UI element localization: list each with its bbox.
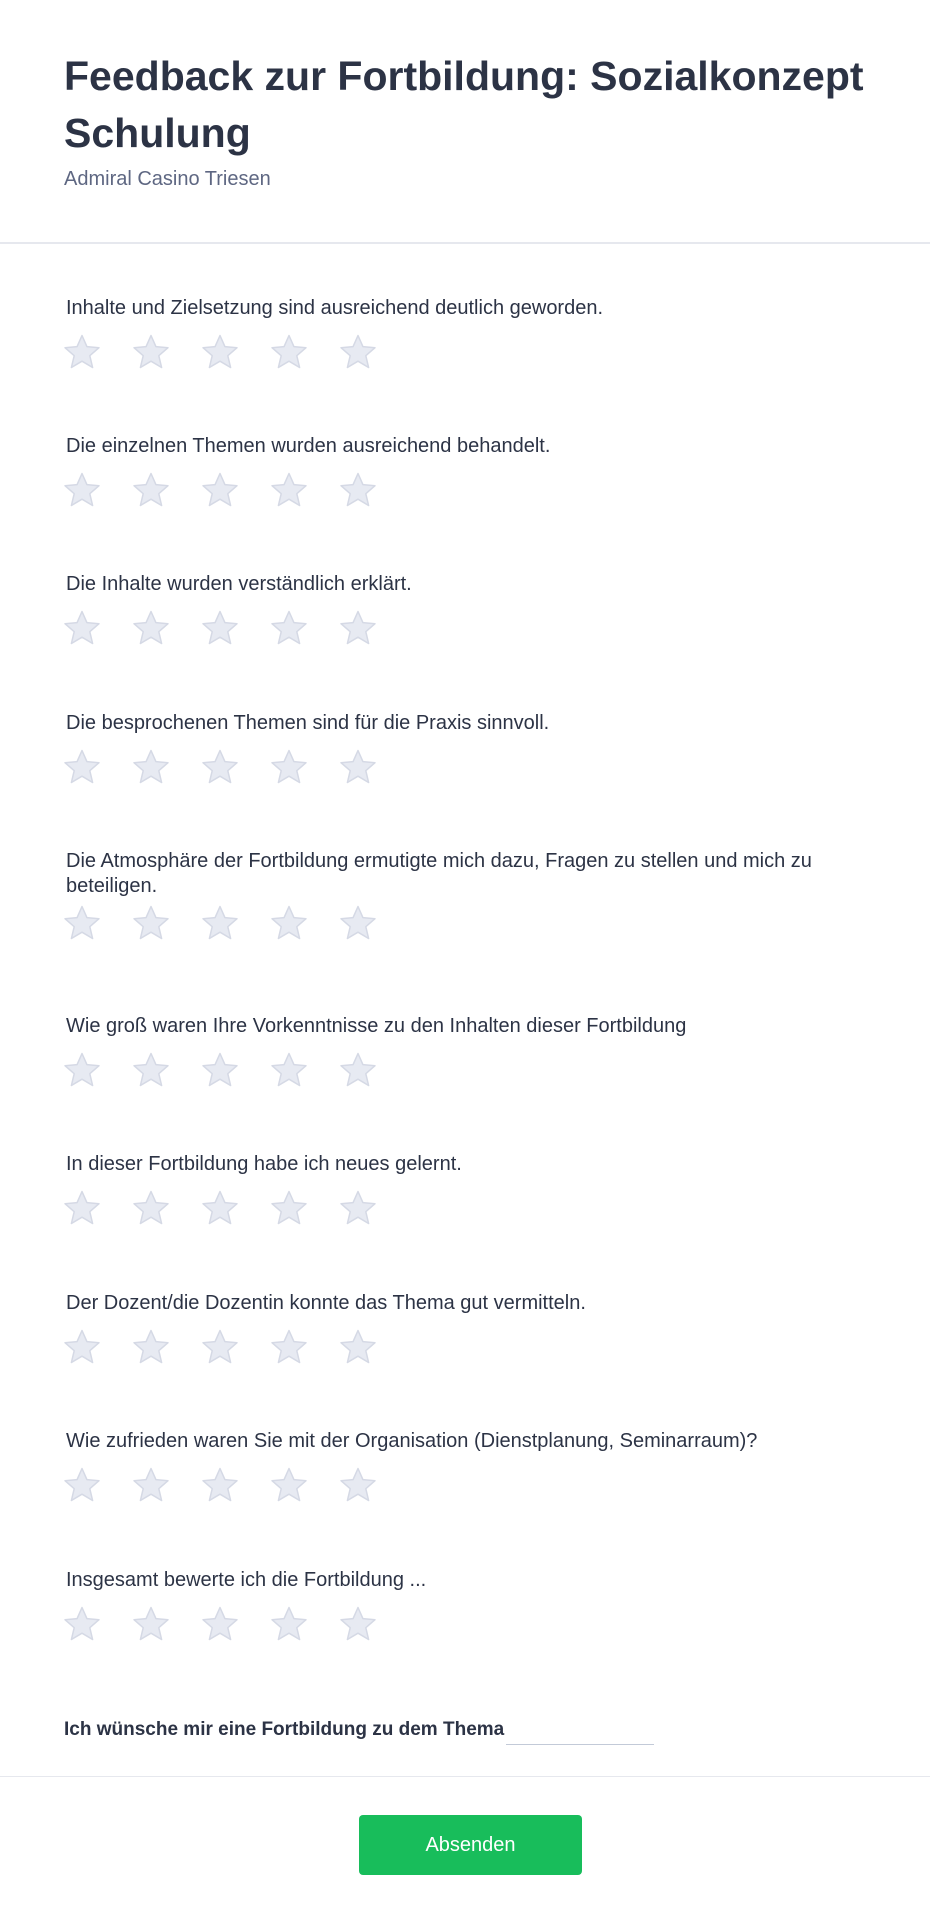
star-outline-icon[interactable] xyxy=(62,332,102,372)
star-rating xyxy=(62,1050,378,1090)
star-outline-icon[interactable] xyxy=(338,1050,378,1090)
star-outline-icon[interactable] xyxy=(131,332,171,372)
star-outline-icon[interactable] xyxy=(338,903,378,943)
star-outline-icon[interactable] xyxy=(269,1465,309,1505)
rating-question xyxy=(66,1429,876,1454)
rating-question xyxy=(66,296,876,321)
star-outline-icon[interactable] xyxy=(200,903,240,943)
star-outline-icon[interactable] xyxy=(131,747,171,787)
star-outline-icon[interactable] xyxy=(200,747,240,787)
star-rating xyxy=(62,1188,378,1228)
star-outline-icon[interactable] xyxy=(200,608,240,648)
submit-button[interactable]: Absenden xyxy=(359,1815,582,1875)
rating-question xyxy=(66,849,876,899)
rating-question xyxy=(66,1291,876,1316)
question-label: Die Inhalte wurden verständlich erklärt. xyxy=(66,573,412,595)
question-label: Die Atmosphäre der Fortbildung ermutigte mich dazu, Fragen zu stellen und mich zu beteiligen. xyxy=(66,850,812,897)
rating-question xyxy=(66,711,876,736)
star-outline-icon[interactable] xyxy=(131,1188,171,1228)
star-outline-icon[interactable] xyxy=(62,608,102,648)
star-outline-icon[interactable] xyxy=(62,747,102,787)
question-label: Der Dozent/die Dozentin konnte das Thema gut vermitteln. xyxy=(66,1292,586,1314)
question-label: Die besprochenen Themen sind für die Praxis sinnvoll. xyxy=(66,712,550,734)
star-outline-icon[interactable] xyxy=(269,1604,309,1644)
question-label: Inhalte und Zielsetzung sind ausreichend deutlich geworden. xyxy=(66,297,604,319)
star-outline-icon[interactable] xyxy=(200,1188,240,1228)
star-outline-icon[interactable] xyxy=(131,608,171,648)
star-outline-icon[interactable] xyxy=(269,332,309,372)
rating-question xyxy=(66,1152,876,1177)
star-outline-icon[interactable] xyxy=(338,332,378,372)
question-label: Die einzelnen Themen wurden ausreichend behandelt. xyxy=(66,435,551,457)
page-subtitle: Admiral Casino Triesen xyxy=(64,168,271,190)
page-title: Feedback zur Fortbildung: Sozialkonzept Schulung xyxy=(64,53,864,156)
star-outline-icon[interactable] xyxy=(338,1604,378,1644)
star-outline-icon[interactable] xyxy=(338,470,378,510)
star-outline-icon[interactable] xyxy=(62,1465,102,1505)
suggestion-label: Ich wünsche mir eine Fortbildung zu dem Thema xyxy=(64,1719,505,1740)
suggestion-input[interactable] xyxy=(506,1715,654,1745)
star-outline-icon[interactable] xyxy=(131,1050,171,1090)
star-outline-icon[interactable] xyxy=(269,1188,309,1228)
form-header xyxy=(0,0,930,244)
star-outline-icon[interactable] xyxy=(62,1050,102,1090)
star-outline-icon[interactable] xyxy=(62,1188,102,1228)
rating-question xyxy=(66,572,876,597)
question-label: Wie groß waren Ihre Vorkenntnisse zu den Inhalten dieser Fortbildung xyxy=(66,1015,687,1037)
star-outline-icon[interactable] xyxy=(200,1050,240,1090)
question-label: Wie zufrieden waren Sie mit der Organisation (Dienstplanung, Seminarraum)? xyxy=(66,1430,758,1452)
star-outline-icon[interactable] xyxy=(338,1327,378,1367)
star-rating xyxy=(62,1604,378,1644)
star-outline-icon[interactable] xyxy=(269,1050,309,1090)
star-outline-icon[interactable] xyxy=(131,1465,171,1505)
rating-question xyxy=(66,1568,876,1593)
star-outline-icon[interactable] xyxy=(269,1327,309,1367)
star-outline-icon[interactable] xyxy=(62,470,102,510)
star-outline-icon[interactable] xyxy=(338,1188,378,1228)
star-outline-icon[interactable] xyxy=(62,903,102,943)
star-outline-icon[interactable] xyxy=(131,1327,171,1367)
star-rating xyxy=(62,608,378,648)
question-label: In dieser Fortbildung habe ich neues gelernt. xyxy=(66,1153,462,1175)
star-rating xyxy=(62,332,378,372)
star-rating xyxy=(62,747,378,787)
suggestion-row xyxy=(64,1711,884,1745)
star-outline-icon[interactable] xyxy=(62,1604,102,1644)
star-outline-icon[interactable] xyxy=(338,608,378,648)
star-rating xyxy=(62,1327,378,1367)
star-outline-icon[interactable] xyxy=(338,1465,378,1505)
star-outline-icon[interactable] xyxy=(338,747,378,787)
star-outline-icon[interactable] xyxy=(131,1604,171,1644)
star-rating xyxy=(62,1465,378,1505)
rating-question xyxy=(66,1014,876,1039)
question-label: Insgesamt bewerte ich die Fortbildung ... xyxy=(66,1569,427,1591)
star-outline-icon[interactable] xyxy=(200,332,240,372)
star-outline-icon[interactable] xyxy=(62,1327,102,1367)
star-outline-icon[interactable] xyxy=(200,1604,240,1644)
star-outline-icon[interactable] xyxy=(269,608,309,648)
star-outline-icon[interactable] xyxy=(269,470,309,510)
star-rating xyxy=(62,470,378,510)
star-outline-icon[interactable] xyxy=(200,1327,240,1367)
star-outline-icon[interactable] xyxy=(131,903,171,943)
star-outline-icon[interactable] xyxy=(269,903,309,943)
star-outline-icon[interactable] xyxy=(200,470,240,510)
star-outline-icon[interactable] xyxy=(131,470,171,510)
form-footer xyxy=(0,1776,930,1925)
rating-question xyxy=(66,434,876,459)
star-rating xyxy=(62,903,378,943)
star-outline-icon[interactable] xyxy=(269,747,309,787)
star-outline-icon[interactable] xyxy=(200,1465,240,1505)
